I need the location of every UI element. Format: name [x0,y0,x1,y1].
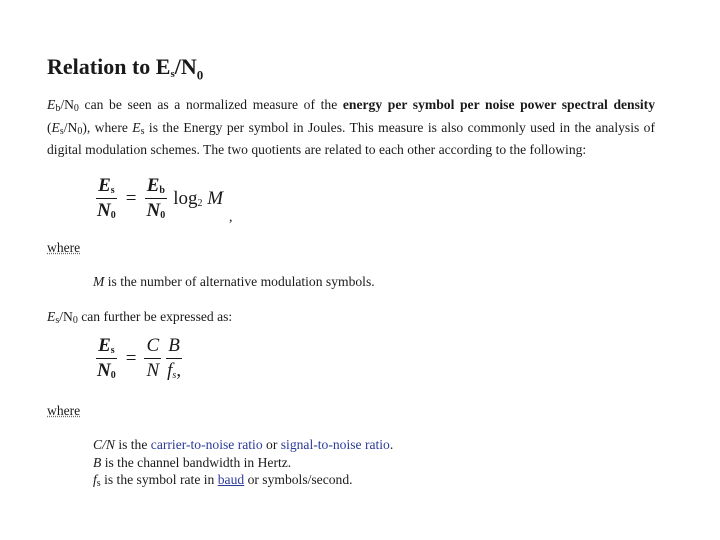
def-b-text: is the channel bandwidth in Hertz. [101,455,292,470]
eq2-lhs-den: N0 [97,360,116,381]
intro-symbol-n: /N [60,97,74,112]
intro-text-d: is the Energy per symbol in Joules. This measure is also commonly used in the analysis of digital modulation schemes. The two quotients are related to each other according to the following: [47,119,655,157]
intro-bold-phrase: energy per symbol per noise power spectral density [342,97,655,112]
intro-text-a: can be seen as a normalized measure of the [78,97,343,112]
eq2-bf-fraction [165,335,183,382]
def-cn-symbol: C/N [93,437,115,452]
def-b [93,455,291,471]
intro-text-c: ), where [82,119,133,135]
def-m-symbol: M [93,274,105,289]
equation-es-n0-cn [93,335,185,382]
eq1-rhs-fraction [144,175,167,222]
def-fs-symbol: f [93,472,97,487]
eq2-b: B [166,335,182,359]
where-label-1: where [47,240,81,255]
heading-text: Relation to E [47,54,171,79]
intro-paren-sub-0: 0 [77,125,83,137]
eq2-c: C [144,335,161,359]
intro-sub-0: 0 [73,103,79,114]
def-m-text: is the number of alternative modulation symbols. [104,274,375,289]
eq1-log: log2 M [173,187,224,209]
eq1-lhs-fraction [95,175,118,222]
intro-es-e: E [132,119,141,135]
def-cn: C/N is the carrier-to-noise ratio or signal-to-noise ratio. [93,437,394,452]
further-expression-line: Es/N0 can further be expressed as: [47,309,233,326]
def-b-symbol: B [93,455,102,470]
further-text: can further be expressed as: [77,309,233,324]
section-heading [47,54,203,83]
intro-paragraph [47,96,655,160]
eq2-equals: = [125,347,137,369]
intro-symbol-e: E [47,97,56,112]
heading-n: /N [174,54,197,79]
intro-paren-n: /N [63,119,78,135]
signal-to-noise-link[interactable]: signal-to-noise ratio [280,437,390,452]
heading-sub-s: s [170,68,175,80]
eq2-fs: fs, [167,360,182,381]
eq2-lhs-num: Es [96,335,117,359]
eq2-lhs-fraction [95,335,118,382]
eq1-rhs-num: Eb [145,175,167,199]
intro-paren-e: E [51,119,60,135]
eq2-cn-fraction [144,335,161,382]
baud-link[interactable]: baud [217,472,245,487]
eq1-equals: = [125,187,137,209]
eq1-lhs-num: Es [96,175,117,199]
equation-es-n0-log [93,175,223,222]
eq2-n: N [146,360,160,381]
eq1-lhs-den: N0 [97,200,116,221]
intro-es-sub-s: s [140,125,145,137]
def-m [93,274,375,290]
eq1-comma: , [229,210,233,225]
intro-text-b: ( [47,119,52,135]
heading-sub-0: 0 [196,67,204,83]
carrier-to-noise-link[interactable]: carrier-to-noise ratio [150,437,263,452]
intro-sub-b: b [55,103,61,114]
intro-paren-sub-s: s [59,125,64,137]
where-label-2: where [47,403,81,418]
def-fs: fs is the symbol rate in baud or symbols/second. [93,472,353,489]
eq1-rhs-den: N0 [146,200,166,221]
